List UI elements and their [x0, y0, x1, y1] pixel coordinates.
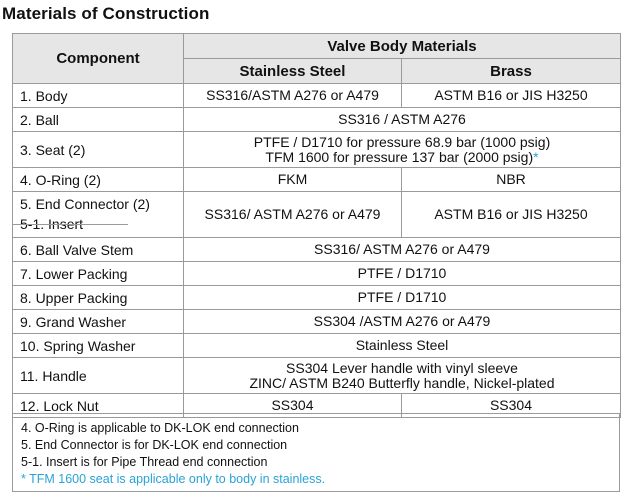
asterisk-mark: * — [533, 148, 539, 165]
table-row — [13, 286, 621, 310]
notes-box — [12, 413, 620, 492]
component-header: Component — [13, 34, 184, 84]
materials-table — [12, 33, 621, 418]
note-oring: 4. O-Ring is applicable to DK-LOK end connection — [21, 421, 299, 435]
table-row — [13, 108, 621, 132]
component-cell: 10. Spring Washer — [13, 334, 184, 358]
table-row — [13, 310, 621, 334]
component-cell — [13, 192, 184, 238]
table-row — [13, 192, 621, 238]
brass-cell: ASTM B16 or JIS H3250 — [402, 84, 621, 108]
table-row — [13, 132, 621, 168]
component-cell: 2. Ball — [13, 108, 184, 132]
material-cell: SS316/ ASTM A276 or A479 — [184, 238, 621, 262]
material-cell — [184, 132, 621, 168]
table-row — [13, 334, 621, 358]
material-cell: Stainless Steel — [184, 334, 621, 358]
insert-text: 5-1. Insert — [20, 216, 84, 232]
end-connector-label: 5. End Connector (2) — [20, 196, 150, 212]
component-cell: 8. Upper Packing — [13, 286, 184, 310]
handle-line-2: ZINC/ ASTM B240 Butterfly handle, Nickel-plated — [249, 374, 555, 391]
seat-line-1: PTFE / D1710 for pressure 68.9 bar (1000 psig) — [253, 133, 551, 150]
stainless-cell: SS316/ ASTM A276 or A479 — [184, 192, 402, 238]
material-cell: PTFE / D1710 — [184, 286, 621, 310]
seat-line-2 — [184, 150, 620, 165]
brass-cell: NBR — [402, 168, 621, 192]
stainless-steel-header: Stainless Steel — [184, 59, 402, 84]
stainless-cell: SS316/ASTM A276 or A479 — [184, 84, 402, 108]
material-cell: PTFE / D1710 — [184, 262, 621, 286]
table-row — [13, 358, 621, 394]
component-cell: 4. O-Ring (2) — [13, 168, 184, 192]
insert-label — [20, 214, 83, 234]
component-cell: 11. Handle — [13, 358, 184, 394]
page-title: Materials of Construction — [2, 4, 210, 23]
stainless-cell: SS304 — [184, 394, 402, 418]
brass-header: Brass — [402, 59, 621, 84]
table-row — [13, 168, 621, 192]
component-cell: 9. Grand Washer — [13, 310, 184, 334]
seat-line-2-text: TFM 1600 for pressure 137 bar (2000 psig) — [265, 148, 534, 165]
valve-body-materials-header: Valve Body Materials — [184, 34, 621, 59]
note-end-connector: 5. End Connector is for DK-LOK end connection — [21, 438, 288, 452]
material-cell: SS316 / ASTM A276 — [184, 108, 621, 132]
component-cell: 3. Seat (2) — [13, 132, 184, 168]
stainless-cell: FKM — [184, 168, 402, 192]
material-cell: SS304 /ASTM A276 or A479 — [184, 310, 621, 334]
table-row — [13, 84, 621, 108]
table-row — [13, 262, 621, 286]
component-cell: 1. Body — [13, 84, 184, 108]
note-tfm: * TFM 1600 seat is applicable only to body in stainless. — [21, 472, 326, 486]
note-insert: 5-1. Insert is for Pipe Thread end connection — [21, 455, 268, 469]
component-cell: 7. Lower Packing — [13, 262, 184, 286]
material-cell — [184, 358, 621, 394]
component-cell: 6. Ball Valve Stem — [13, 238, 184, 262]
divider — [13, 224, 128, 225]
table-row — [13, 238, 621, 262]
component-cell: 12. Lock Nut — [13, 394, 184, 418]
brass-cell: SS304 — [402, 394, 621, 418]
handle-line-1: SS304 Lever handle with vinyl sleeve — [286, 359, 518, 376]
brass-cell: ASTM B16 or JIS H3250 — [402, 192, 621, 238]
